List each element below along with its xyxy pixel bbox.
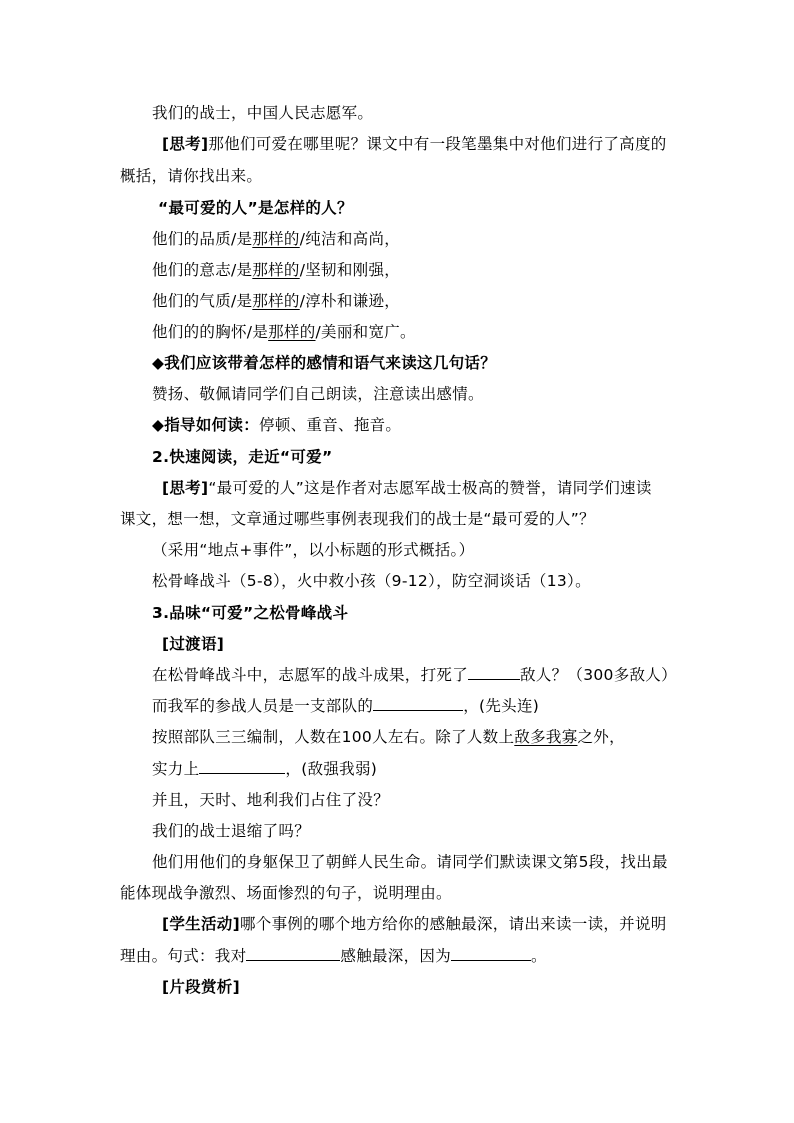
text: 概括，请你找出来。 [120,167,263,185]
fill-blank [451,946,531,961]
paragraph-line [152,727,625,747]
think-label: [思考] [162,479,209,497]
text: 能体现战争激烈、场面惨烈的句子，说明理由。 [120,884,452,902]
text: /纯洁和高尚， [299,230,401,248]
think-label: [思考] [162,135,209,153]
fill-blank [199,759,285,774]
text: ，(敌强我弱) [285,760,378,778]
underlined-text: 那样的 [252,230,300,248]
fill-blank [468,665,520,680]
subsection-label [162,977,240,997]
text: “最可爱的人”这是作者对志愿军战士极高的赞誉，请同学们速读 [208,479,652,497]
subsection-label [162,634,224,654]
paragraph-line [152,540,474,560]
paragraph-line [152,665,677,685]
text: 他们的气质/是 [152,292,253,310]
paragraph-line [152,852,668,872]
text: 敌人？（300多敌人） [520,666,677,684]
paragraph-line [120,946,547,966]
text: 松骨峰战斗（5-8），火中救小孩（9-12），防空洞谈话（13）。 [152,572,591,590]
poem-line [152,229,400,249]
text: 按照部队三三编制，人数在100人左右。除了人数上 [152,728,515,746]
text: 那他们可爱在哪里呢？课文中有一段笔墨集中对他们进行了高度的 [208,135,667,153]
text: [片段赏析] [162,978,240,996]
text: 哪个事例的哪个地方给你的感触最深，请出来读一读，并说明 [239,915,667,933]
text: 他们的的胸怀/是 [152,323,269,341]
paragraph-line [120,166,262,186]
text: “最可爱的人”是怎样的人？ [158,199,353,217]
paragraph-line [152,415,401,435]
poem-line [152,291,400,311]
bullet-heading [152,353,496,373]
text: ◆我们应该带着怎样的感情和语气来读这几句话？ [152,354,497,372]
section-question [158,198,353,218]
underlined-text: 那样的 [268,323,316,341]
text: 。 [531,947,547,965]
text: 而我军的参战人员是一支部队的 [152,697,374,715]
paragraph-line [120,883,452,903]
underlined-text: 那样的 [252,292,300,310]
text: 我们的战士退缩了吗？ [152,822,311,840]
underlined-text: 那样的 [252,261,300,279]
paragraph-line [162,914,667,934]
text: 我们的战士，中国人民志愿军。 [152,104,374,122]
paragraph-line [152,821,310,841]
text: 实力上 [152,760,200,778]
poem-line [152,260,400,280]
text: 在松骨峰战斗中，志愿军的战斗成果，打死了 [152,666,469,684]
paragraph-line [152,759,377,779]
underlined-text: 敌多我寡 [514,728,578,746]
fill-blank [373,696,463,711]
text: 之外， [577,728,625,746]
paragraph-line [152,571,591,591]
text: 他们的意志/是 [152,261,253,279]
fill-blank [246,946,340,961]
bullet-label: ◆指导如何读： [152,416,260,434]
text: （采用“地点+事件”，以小标题的形式概括。） [152,541,475,559]
text: 理由。句式：我对 [120,947,247,965]
paragraph-line [152,384,484,404]
section-heading [152,603,348,623]
text: 他们用他们的身躯保卫了朝鲜人民生命。请同学们默读课文第5段，找出最 [152,853,668,871]
text: ，(先头连) [463,697,540,715]
text: 课文，想一想，文章通过哪些事例表现我们的战士是“最可爱的人”？ [120,510,595,528]
text: 2.快速阅读，走近“可爱” [152,448,333,466]
text: 感触最深，因为 [340,947,452,965]
paragraph-line [152,103,373,123]
paragraph-line [120,509,595,529]
text: [过渡语] [162,635,225,653]
text: /淳朴和谦逊， [299,292,401,310]
text: 并且，天时、地利我们占住了没？ [152,791,390,809]
text: /美丽和宽广。 [315,323,416,341]
text: 他们的品质/是 [152,230,253,248]
poem-line [152,322,416,342]
text: 停顿、重音、拖音。 [259,416,402,434]
paragraph-line [152,696,539,716]
paragraph-line [162,134,667,154]
text: 赞扬、敬佩请同学们自己朗读，注意读出感情。 [152,385,484,403]
text: 3.品味“可爱”之松骨峰战斗 [152,604,349,622]
paragraph-line [152,790,389,810]
text: /坚韧和刚强， [299,261,401,279]
section-heading [152,447,332,467]
activity-label: [学生活动] [162,915,240,933]
paragraph-line [162,478,652,498]
